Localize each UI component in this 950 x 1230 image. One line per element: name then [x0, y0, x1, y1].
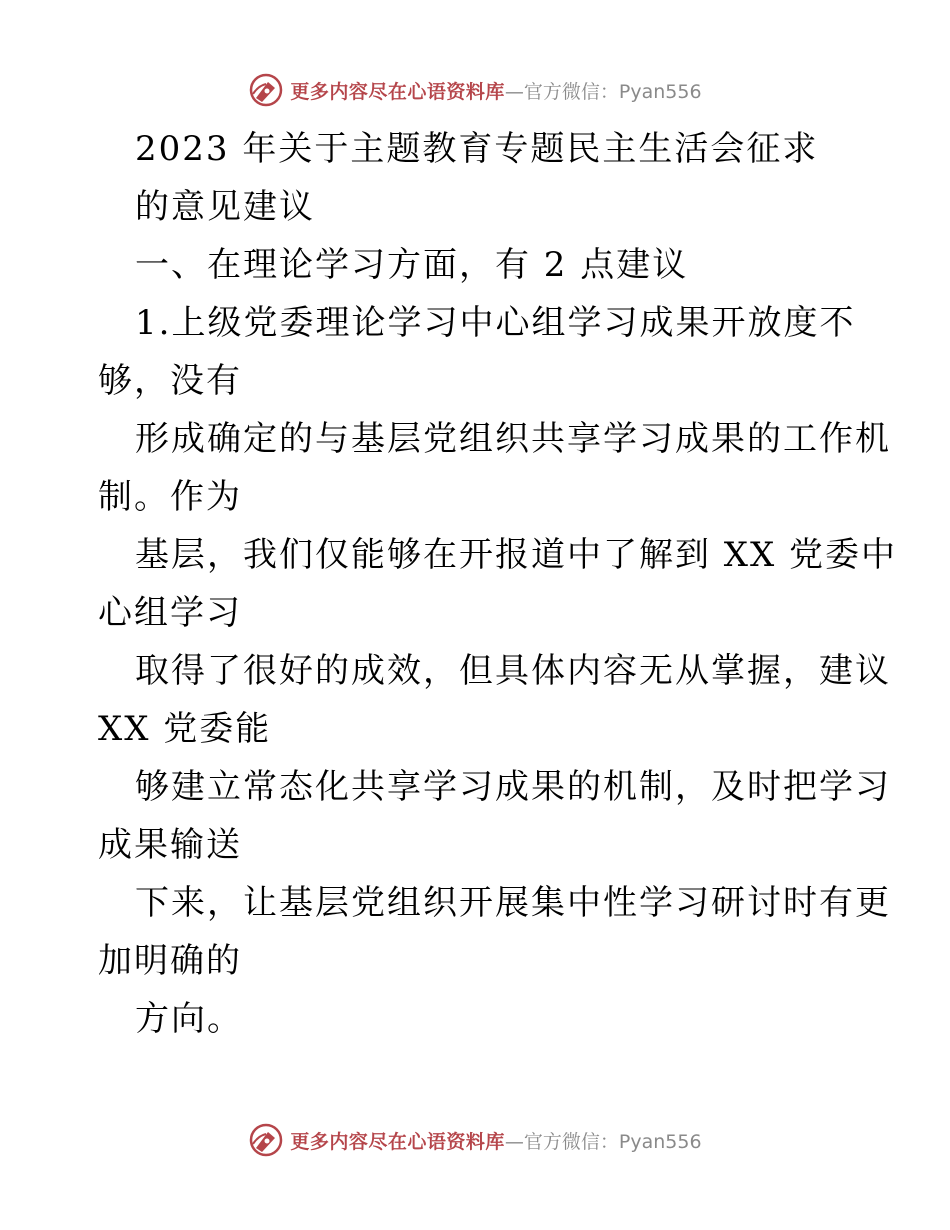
header-watermark-banner [0, 70, 950, 110]
pen-nib-logo-icon [248, 1122, 284, 1158]
banner-main-text: 更多内容尽在心语资料库 [290, 80, 505, 103]
paragraph-line: XX 党委能 [98, 709, 272, 749]
paragraph-line: 制。作为 [98, 477, 242, 517]
paragraph-line: 基层，我们仅能够在开报道中了解到 XX 党委中 [135, 535, 898, 575]
doc-title-line-1: 2023 年关于主题教育专题民主生活会征求 [135, 129, 819, 169]
section-heading: 一、在理论学习方面，有 2 点建议 [135, 245, 689, 285]
paragraph-line: 成果输送 [98, 825, 242, 865]
doc-title-line-2: 的意见建议 [135, 187, 315, 227]
pen-nib-logo-icon [248, 72, 284, 108]
paragraph-line: 够，没有 [98, 361, 242, 401]
paragraph-line: 取得了很好的成效，但具体内容无从掌握，建议 [135, 651, 891, 691]
paragraph-line: 加明确的 [98, 941, 242, 981]
footer-watermark-banner [0, 1120, 950, 1160]
document-body [98, 120, 898, 1048]
paragraph-line: 1.上级党委理论学习中心组学习成果开放度不 [135, 303, 856, 343]
banner-wechat-text: —官方微信：Pyan556 [504, 1130, 702, 1153]
paragraph-line: 心组学习 [98, 593, 242, 633]
paragraph-line: 够建立常态化共享学习成果的机制，及时把学习 [135, 767, 891, 807]
banner-wechat-text: —官方微信：Pyan556 [504, 80, 702, 103]
paragraph-line: 形成确定的与基层党组织共享学习成果的工作机 [135, 419, 891, 459]
banner-main-text: 更多内容尽在心语资料库 [290, 1130, 505, 1153]
paragraph-line: 下来，让基层党组织开展集中性学习研讨时有更 [135, 883, 891, 923]
paragraph-line: 方向。 [135, 999, 243, 1039]
